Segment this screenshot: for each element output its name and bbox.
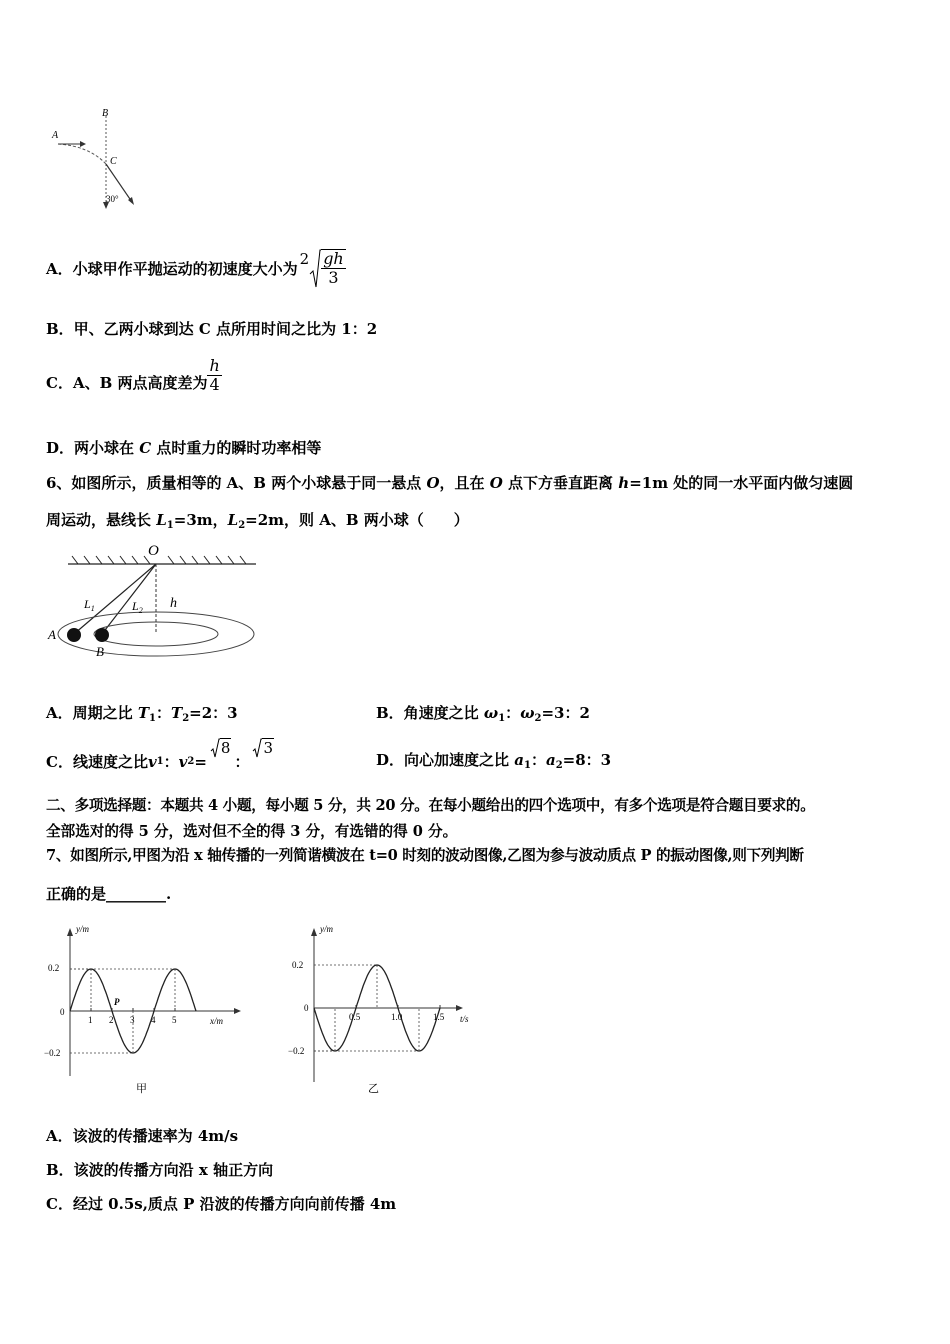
x-tick-label: 2	[109, 1015, 114, 1025]
q5-option-c-text: C．A、B 两点高度差为	[46, 374, 208, 392]
sqrt-sign-icon	[252, 738, 262, 758]
label-l2: $L_2$	[132, 599, 143, 615]
q6-option-a[interactable]: A．周期之比 $T_1$：$T_2=2$：3	[46, 704, 238, 724]
label-h: h	[170, 596, 177, 611]
q7-stem-line1: 7、如图所示,甲图为沿 x 轴传播的一列简谐横波在 t=0 时刻的波动图像,乙图为参与波动质点 P 的振动图像,则下列判断	[46, 847, 804, 864]
q5-option-b[interactable]: B．甲、乙两小球到达 C 点所用时间之比为 1：2	[46, 320, 378, 338]
label-l1: $L_1$	[84, 597, 95, 613]
sqrt-sign-icon	[210, 738, 220, 758]
label-angle: 30°	[106, 194, 119, 204]
x-tick-label: 1.5	[433, 1012, 445, 1022]
q5-option-c-fraction: $\frac{h}{4}$	[209, 355, 220, 394]
label-a: A	[52, 130, 59, 141]
y-axis-arrow-icon	[67, 928, 73, 936]
q6-option-d[interactable]: D．向心加速度之比 $a_1$：$a_2=8$：3	[376, 751, 612, 771]
x-axis-arrow-icon	[234, 1008, 241, 1014]
origin-label: 0	[304, 1003, 309, 1013]
vibration-graph	[284, 918, 484, 1098]
y-tick-neg: −0.2	[44, 1048, 61, 1058]
q5-option-a-text: A．小球甲作平抛运动的初速度大小为	[46, 260, 298, 278]
ball-b	[95, 628, 109, 642]
q6-option-b[interactable]: B．角速度之比 $\omega_1$：$\omega_2=3$：2	[376, 704, 590, 724]
x-tick-label: 1	[88, 1015, 93, 1025]
x-tick-label: 3	[130, 1015, 135, 1025]
q6-stem-line1: 6、如图所示，质量相等的 A、B 两个小球悬于同一悬点 O，且在 O 点下方垂直距离 h=1m 处的同一水平面内做匀速圆	[46, 474, 854, 492]
label-o: O	[148, 543, 159, 559]
q7-stem-line2: 正确的是________.	[46, 885, 172, 903]
sqrt-sign-icon	[309, 249, 321, 289]
y-tick-pos: 0.2	[292, 960, 304, 970]
x-axis-label: t/s	[460, 1014, 469, 1024]
q6-stem-line2: 周运动，悬线长 $L_1=3m$，$L_2=2m$，则 A、B 两小球（ ）	[46, 511, 469, 531]
q7-option-a[interactable]: A．该波的传播速率为 4m/s	[46, 1127, 239, 1145]
y-axis-label: y/m	[76, 924, 89, 934]
y-tick-pos: 0.2	[48, 963, 60, 973]
wave-graph	[44, 918, 244, 1098]
x-tick-label: 0.5	[349, 1012, 361, 1022]
label-ball-b: B	[96, 644, 104, 659]
y-axis-arrow-icon	[311, 928, 317, 936]
ball-a	[67, 628, 81, 642]
section2-header-line1: 二、多项选择题：本题共 4 小题，每小题 5 分，共 20 分。在每小题给出的四个选项中，有多个选项是符合题目要求的。	[46, 797, 815, 814]
sqrt-3: 3	[252, 738, 274, 758]
trajectory-curve	[58, 144, 106, 164]
x-axis-label: x/m	[210, 1016, 223, 1026]
ceiling-hatch	[72, 556, 246, 564]
x-tick-label: 5	[172, 1015, 177, 1025]
caption: 乙	[368, 1083, 379, 1095]
label-ball-a: A	[48, 627, 56, 642]
caption: 甲	[136, 1083, 147, 1095]
q7-option-c[interactable]: C．经过 0.5s,质点 P 沿波的传播方向向前传播 4m	[46, 1195, 397, 1213]
q5-option-a-formula: 2 $\frac{gh}{3}$	[299, 249, 344, 287]
arrow-a-head	[80, 141, 86, 147]
y-axis-label: y/m	[320, 924, 333, 934]
q7-option-b[interactable]: B．该波的传播方向沿 x 轴正方向	[46, 1161, 274, 1179]
projectile-figure	[44, 106, 144, 214]
x-tick-label: 4	[151, 1015, 156, 1025]
label-c: C	[110, 156, 117, 167]
origin-label: 0	[60, 1007, 65, 1017]
q5-option-c[interactable]	[46, 353, 222, 397]
x-axis-arrow-icon	[456, 1005, 463, 1011]
y-tick-neg: −0.2	[288, 1046, 305, 1056]
sqrt-8: 8	[210, 738, 232, 758]
q6-option-c[interactable]: C．线速度之比 v 1 ： v 2 = 8 ： 3	[46, 739, 274, 771]
q5-option-d[interactable]: D．两小球在 C 点时重力的瞬时功率相等	[46, 439, 322, 457]
x-tick-label: 1.0	[391, 1012, 403, 1022]
conical-pendulum-figure	[44, 538, 264, 660]
label-b: B	[102, 108, 109, 119]
section2-header-line2: 全部选对的得 5 分，选对但不全的得 3 分，有选错的得 0 分。	[46, 823, 458, 840]
point-p-label: P	[114, 997, 120, 1007]
q5-option-a[interactable]	[46, 249, 346, 287]
